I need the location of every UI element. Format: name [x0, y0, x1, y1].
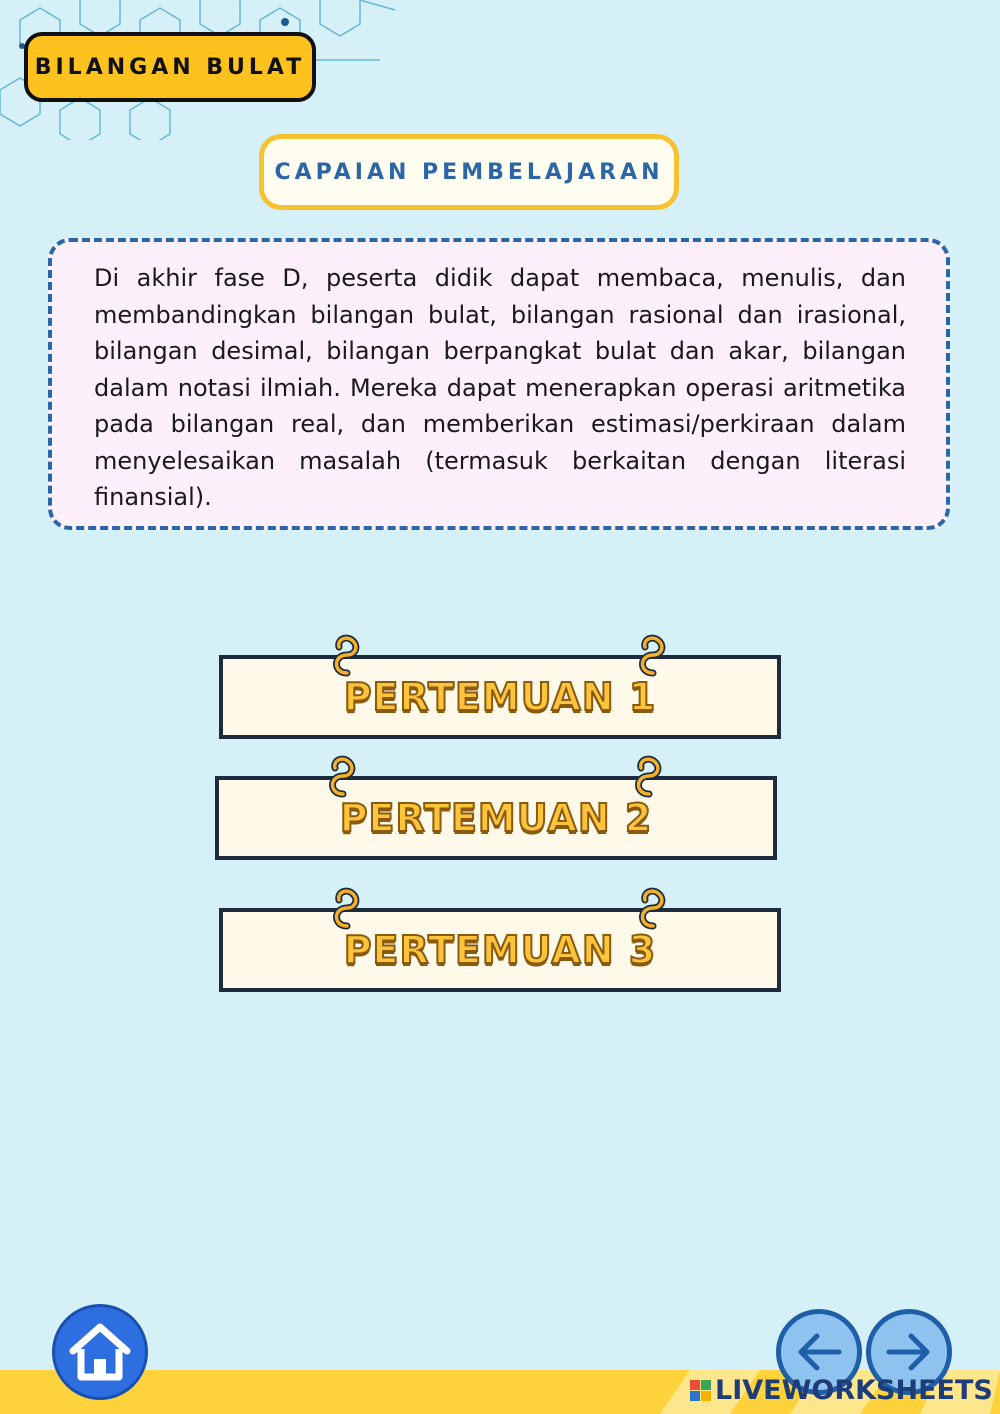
section-title-badge: [259, 134, 679, 210]
learning-outcome-text: Di akhir fase D, peserta didik dapat membaca, menulis, dan membandingkan bilangan bulat, bilangan rasional dan irasional, bilangan desimal, bilangan berpangkat bulat dan akar, bilangan dalam notasi ilmiah. Mereka dapat menerapkan operasi aritmetika pada bilangan real, dan memberikan estimasi/perkiraan dalam menyelesaikan masalah (termasuk berkaitan dengan literasi finansial).: [94, 264, 906, 511]
meeting-1-button[interactable]: [219, 655, 781, 739]
section-title: CAPAIAN PEMBELAJARAN: [274, 159, 664, 185]
meeting-3-button[interactable]: [219, 908, 781, 992]
binder-ring-icon: [329, 633, 365, 677]
liveworksheets-logo-icon: [690, 1380, 711, 1401]
home-icon: [67, 1321, 133, 1383]
binder-ring-icon: [325, 754, 361, 798]
liveworksheets-logo[interactable]: [690, 1372, 993, 1408]
binder-ring-icon: [635, 886, 671, 930]
binder-ring-icon: [329, 886, 365, 930]
arrow-left-icon: [795, 1332, 843, 1372]
brand-name: LIVEWORKSHEETS: [715, 1374, 993, 1406]
meeting-2-label: PERTEMUAN 2: [339, 796, 653, 840]
meeting-1-label: PERTEMUAN 1: [343, 675, 657, 719]
meeting-3-label: PERTEMUAN 3: [343, 928, 657, 972]
meeting-2-button[interactable]: [215, 776, 777, 860]
binder-ring-icon: [635, 633, 671, 677]
home-button[interactable]: [52, 1304, 148, 1400]
learning-outcome-box: [48, 238, 950, 530]
page-title-badge: [24, 32, 316, 102]
arrow-right-icon: [885, 1332, 933, 1372]
page-title: BILANGAN BULAT: [34, 54, 306, 80]
binder-ring-icon: [631, 754, 667, 798]
